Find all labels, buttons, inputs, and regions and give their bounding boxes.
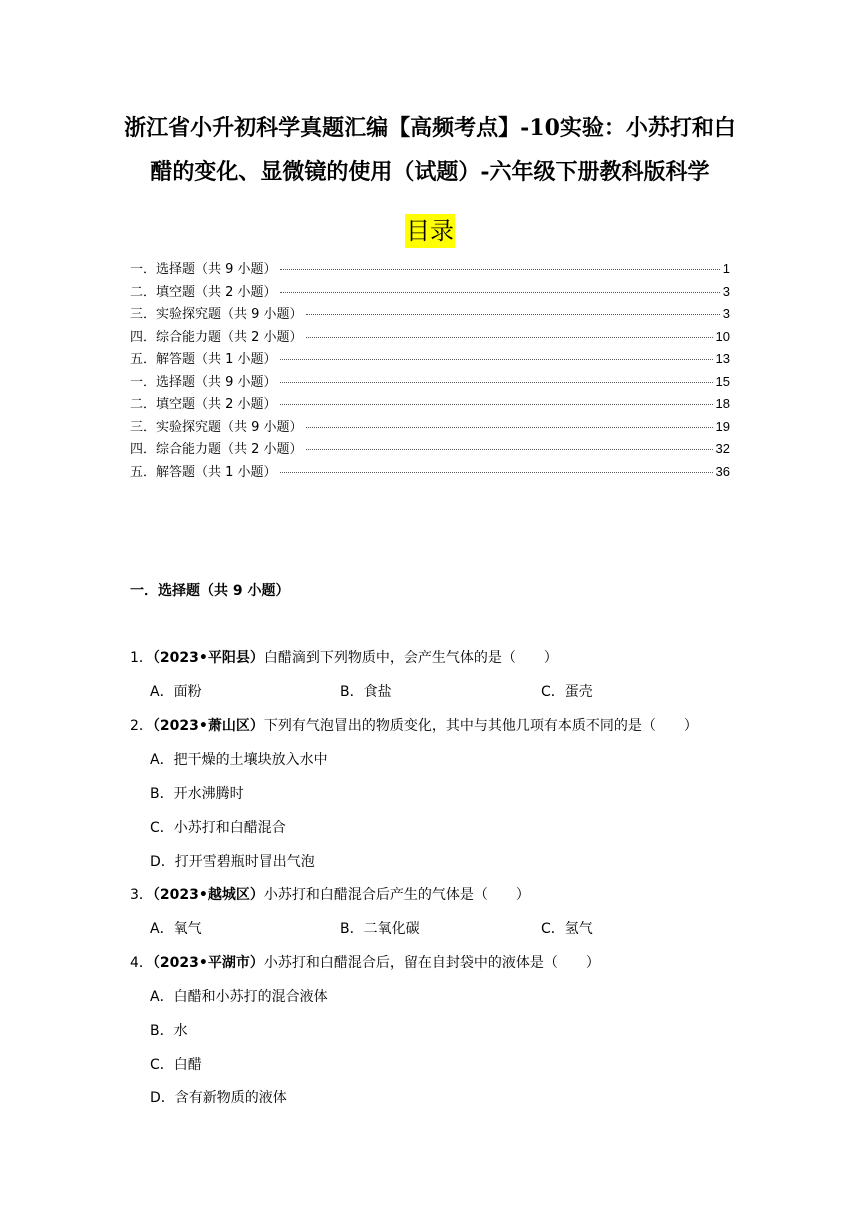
toc-entry[interactable] [130,371,730,394]
toc-leader-dots [306,314,720,315]
question-4 [130,953,600,973]
toc-entry[interactable] [130,416,730,439]
question-2-option-d: D．打开雪碧瓶时冒出气泡 [150,854,315,870]
toc-entry-label: 五．解答题（共 1 小题） [130,464,277,480]
question-source: （2023•平阳县） [152,650,264,666]
toc-leader-dots [280,382,713,383]
title-line-1: 浙江省小升初科学真题汇编【高频考点】-10实验：小苏打和白 [124,115,736,141]
question-source: （2023•平湖市） [152,955,264,971]
toc-entry-label: 四．综合能力题（共 2 小题） [130,329,303,345]
question-2-option-a: A．把干燥的土壤块放入水中 [150,752,328,768]
toc-entry-label: 四．综合能力题（共 2 小题） [130,442,303,457]
toc-entry-label: 二．填空题（共 2 小题） [130,284,277,300]
question-4-option-d: D．含有新物质的液体 [150,1090,287,1106]
toc-heading-wrap [0,214,860,248]
question-3 [130,885,530,905]
question-1 [130,648,558,668]
toc-entry-page: 19 [715,418,730,434]
question-stem: 小苏打和白醋混合后，留在自封袋中的液体是（ ） [263,955,600,971]
toc-leader-dots [306,449,713,450]
question-source: （2023•萧山区） [152,718,264,734]
toc-entry-label: 三．实验探究题（共 9 小题） [130,307,303,322]
question-number: 4． [130,955,153,971]
toc-entry-page: 1 [722,261,730,276]
question-4-option-a: A．白醋和小苏打的混合液体 [150,989,328,1005]
question-1-option-a: A．面粉 [150,684,202,700]
toc-entry[interactable] [130,303,730,326]
question-stem: 小苏打和白醋混合后产生的气体是（ ） [263,887,530,903]
question-source: （2023•越城区） [152,887,264,903]
question-2-option-b: B．开水沸腾时 [150,786,244,802]
toc-leader-dots [280,269,720,270]
toc-entry-label: 三．实验探究题（共 9 小题） [130,419,303,435]
question-stem: 下列有气泡冒出的物质变化，其中与其他几项有本质不同的是（ ） [263,718,698,734]
question-2 [130,716,698,736]
toc-entry-label: 二．填空题（共 2 小题） [130,397,277,412]
toc-entry-page: 18 [715,396,730,411]
toc-entry-page: 10 [715,328,730,344]
toc-leader-dots [280,404,713,405]
toc-leader-dots [280,292,720,293]
toc-entry[interactable] [130,461,730,484]
question-2-option-c: C．小苏打和白醋混合 [150,820,286,836]
question-stem: 白醋滴到下列物质中，会产生气体的是（ ） [263,650,558,666]
toc-leader-dots [280,472,713,473]
document-title [100,106,760,194]
toc-leader-dots [306,427,713,428]
question-number: 1． [130,650,153,666]
toc-entry-page: 3 [722,306,730,321]
toc-leader-dots [280,359,713,360]
question-number: 2． [130,718,153,734]
question-number: 3． [130,887,153,903]
question-3-option-b: B．二氧化碳 [340,921,420,937]
toc-entry-page: 13 [715,351,730,366]
toc-entry[interactable] [130,258,730,281]
question-4-option-c: C．白醋 [150,1057,202,1073]
toc-entry[interactable] [130,348,730,371]
toc-entry[interactable] [130,393,730,416]
question-3-option-c: C．氢气 [541,921,593,937]
toc-entry[interactable] [130,281,730,304]
toc-entry-label: 一．选择题（共 9 小题） [130,374,277,390]
question-4-option-b: B．水 [150,1023,188,1039]
question-1-option-b: B．食盐 [340,684,392,700]
toc-entry-page: 3 [722,283,730,299]
toc-entry-page: 36 [715,463,730,479]
toc-entry-label: 五．解答题（共 1 小题） [130,352,277,367]
toc-entry-label: 一．选择题（共 9 小题） [130,262,277,277]
question-3-option-a: A．氧气 [150,921,202,937]
toc-entry[interactable] [130,438,730,461]
section-title: 一．选择题（共 9 小题） [130,583,290,599]
toc-entry[interactable] [130,326,730,349]
table-of-contents [130,258,730,483]
question-1-option-c: C．蛋壳 [541,684,593,700]
toc-entry-page: 15 [715,373,730,389]
toc-heading: 目录 [405,214,455,248]
toc-leader-dots [306,337,713,338]
toc-entry-page: 32 [715,441,730,456]
title-line-2: 醋的变化、显微镜的使用（试题）-六年级下册教科版科学 [150,159,710,185]
